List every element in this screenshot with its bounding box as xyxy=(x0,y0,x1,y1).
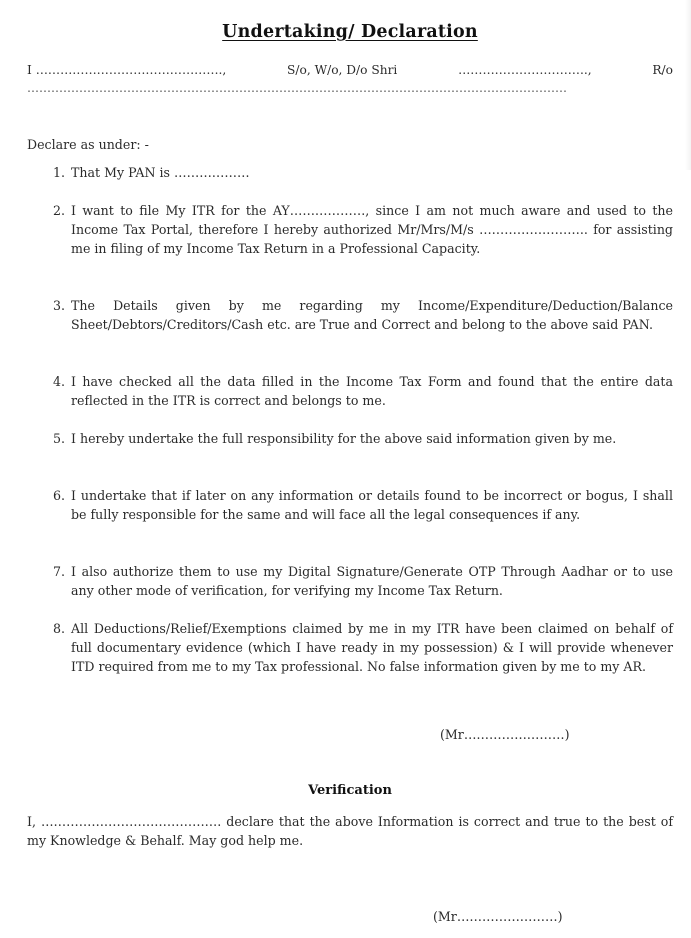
list-item xyxy=(27,562,673,600)
list-item-text: That My PAN is ……………… xyxy=(71,165,250,180)
list-item-text: All Deductions/Relief/Exemptions claimed by me in my ITR have been claimed on behalf of full documentary evidence (which I have ready in my possession) & I will provide whenever ITD required from me to my Tax professional. No false information given by me to my AR. xyxy=(71,621,673,674)
intro-address-blank: ……………………………………………………………………………………………………………………… xyxy=(27,81,567,95)
list-item-number: 1. xyxy=(52,165,65,180)
list-item-text: I have checked all the data filled in the Income Tax Form and found that the entire data reflected in the ITR is correct and belongs to me. xyxy=(71,374,673,408)
intro-name-blank: I ………………………………………., xyxy=(27,63,227,77)
document-title: Undertaking/ Declaration xyxy=(222,22,478,42)
list-item-number: 6. xyxy=(52,488,65,503)
list-item-number: 3. xyxy=(52,298,65,313)
list-item-text: I also authorize them to use my Digital Signature/Generate OTP Through Aadhar or to use any other mode of verification, for verifying my Income Tax Return. xyxy=(71,564,673,598)
list-item-number: 5. xyxy=(52,431,65,446)
list-item xyxy=(27,619,673,676)
list-item xyxy=(27,296,673,334)
list-item xyxy=(27,372,673,410)
intro-line xyxy=(27,61,673,80)
list-item xyxy=(27,163,673,182)
signature-line-declaration: (Mr……………………) xyxy=(440,727,570,742)
declare-heading: Declare as under: - xyxy=(27,137,149,152)
page-edge-shadow xyxy=(685,0,691,170)
verification-text: I, ……………………………………. declare that the above Information is correct and true to the best of my Knowledge & Behalf. May god help me. xyxy=(27,814,673,848)
list-item-number: 4. xyxy=(52,374,65,389)
list-item-number: 7. xyxy=(52,564,65,579)
list-item-number: 8. xyxy=(52,621,65,636)
intro-relation: S/o, W/o, D/o Shri xyxy=(287,63,398,77)
verification-title: Verification xyxy=(308,783,392,798)
signature-line-verification: (Mr……………………) xyxy=(433,909,563,924)
list-item-number: 2. xyxy=(52,203,65,218)
intro-residence-label: R/o xyxy=(652,63,673,77)
list-item-text: I undertake that if later on any information or details found to be incorrect or bogus, I shall be fully responsible for the same and will face all the legal consequences if any. xyxy=(71,488,673,522)
list-item-text: I want to file My ITR for the AY………………, since I am not much aware and used to the Income Tax Portal, therefore I hereby authorized Mr/Mrs/M/s …………………….. for assisting me in filing of my Income Tax Return in a Professional Capacity. xyxy=(71,203,673,256)
list-item xyxy=(27,201,673,258)
intro-father-blank: ………………………….., xyxy=(458,63,592,77)
list-item-text: I hereby undertake the full responsibility for the above said information given by me. xyxy=(71,431,617,446)
list-item xyxy=(27,429,673,448)
list-item xyxy=(27,486,673,524)
list-item-text: The Details given by me regarding my Income/Expenditure/Deduction/Balance Sheet/Debtors/Creditors/Cash etc. are True and Correct and belong to the above said PAN. xyxy=(71,298,673,332)
